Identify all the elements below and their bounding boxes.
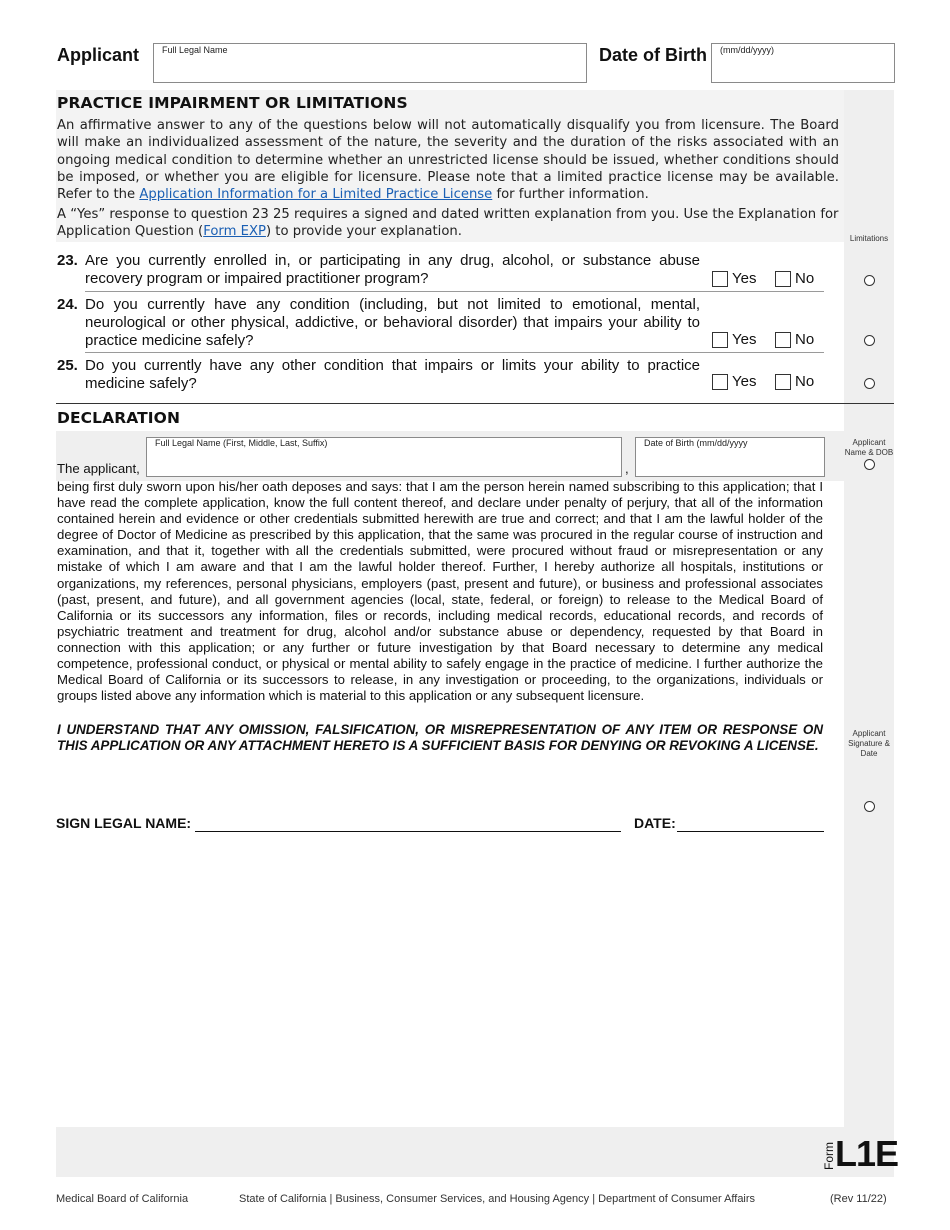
full-name-hint: Full Legal Name — [162, 45, 228, 55]
sign-legal-name-line[interactable] — [195, 830, 621, 832]
question-number: 24. — [57, 296, 78, 313]
yes-label: Yes — [732, 270, 757, 287]
q23-yes-option[interactable] — [712, 270, 756, 287]
yes-label: Yes — [732, 331, 757, 348]
checkbox-icon[interactable] — [712, 271, 728, 287]
q24-yes-option[interactable] — [712, 331, 756, 348]
question-number: 25. — [57, 357, 78, 374]
limited-practice-license-link[interactable]: Application Information for a Limited Practice License — [139, 187, 493, 203]
checkbox-icon[interactable] — [775, 332, 791, 348]
declaration-dob-field[interactable] — [635, 437, 825, 477]
question-text: Do you currently have any other condition that impairs or limits your ability to practice medicine safely? — [85, 357, 700, 392]
applicant-name-dob-circle-icon[interactable] — [864, 459, 875, 470]
sign-date-line[interactable] — [677, 830, 824, 832]
section-divider — [56, 403, 894, 404]
declaration-body: being first duly sworn upon his/her oath deposes and says: that I am the person herein named subscribing to this application; that I have read the complete application, know the full content thereof, and declare under penalty of perjury, that all of the information contained herein and evidence or other credentials submitted herewith are true and correct; and that I am the lawful holder of the degree of Doctor of Medicine as prescribed by this application, that the same was procured in the regular course of instruction and examination, and that it, together with all the credentials submitted, were procured without fraud or misrepresentation or any mistake of which I am aware and that I am the lawful holder thereof. Further, I hereby authorize all hospitals, institutions or organizations, my references, personal physicians, employers (past, present and future), or business and professional associates (past, present, and future), and all government agencies (local, state, federal, or foreign) to release to the Medical Board of California or its successors any information, files or records, including medical records, educational records, and records of psychiatric treatment and treatment for drug, alcohol and/or substance abuse or dependency, requested by that Board in connection with this application; or any further or future investigation by that Board necessary to determine any medical competence, professional conduct, or physical or mental ability to safely engage in the practice of medicine. I further authorize the Medical Board of California or its successors to release, in any investigation or proceeding, to the organizations, individuals or groups listed above any information which is material to this application or any subsequent licensure. — [57, 479, 823, 704]
section-title-declaration: DECLARATION — [57, 409, 181, 427]
q25-review-circle-icon[interactable] — [864, 378, 875, 389]
declaration-prefix: The applicant, — [57, 461, 140, 476]
dob-hint: (mm/dd/yyyy) — [720, 45, 774, 55]
applicant-dob-field[interactable] — [711, 43, 895, 83]
dob-label: Date of Birth — [599, 45, 707, 65]
section-title-impairment: PRACTICE IMPAIRMENT OR LIMITATIONS — [57, 94, 408, 112]
sidebar-applicant-name-dob-label: Applicant Name & DOB — [844, 438, 894, 457]
sidebar-limitations-label: Limitations — [849, 234, 889, 243]
checkbox-icon[interactable] — [712, 332, 728, 348]
applicant-signature-circle-icon[interactable] — [864, 801, 875, 812]
date-label: DATE: — [634, 815, 676, 831]
sign-legal-name-label: SIGN LEGAL NAME: — [56, 815, 192, 831]
applicant-label: Applicant — [57, 45, 140, 65]
review-sidebar — [844, 90, 894, 1127]
question-text: Are you currently enrolled in, or participating in any drug, alcohol, or substance abuse recovery program or impaired practitioner program? — [85, 252, 700, 287]
footer-revision: (Rev 11/22) — [830, 1193, 887, 1205]
applicant-full-name-field[interactable] — [153, 43, 587, 83]
no-label: No — [795, 331, 815, 348]
form-exp-link[interactable]: Form EXP — [203, 224, 266, 240]
footer-board-name: Medical Board of California — [56, 1193, 189, 1205]
question-number: 23. — [57, 252, 78, 269]
question-divider — [85, 352, 824, 353]
no-label: No — [795, 373, 815, 390]
yes-label: Yes — [732, 373, 757, 390]
declaration-name-hint: Full Legal Name (First, Middle, Last, Suffix) — [155, 438, 328, 448]
checkbox-icon[interactable] — [775, 271, 791, 287]
footer-agency: State of California | Business, Consumer Services, and Housing Agency | Department of Consumer Affairs — [239, 1193, 756, 1205]
section1-intro-paragraph — [57, 117, 839, 203]
sidebar-applicant-signature-date-label: Applicant Signature & Date — [848, 729, 890, 758]
intro-text-2: for further information. — [492, 187, 649, 203]
section1-explanation-paragraph — [57, 206, 839, 241]
question-divider — [85, 291, 824, 292]
no-label: No — [795, 270, 815, 287]
declaration-warning: I UNDERSTAND THAT ANY OMISSION, FALSIFICATION, OR MISREPRESENTATION OF ANY ITEM OR RESPONSE ON THIS APPLICATION OR ANY ATTACHMENT HERETO IS A SUFFICIENT BASIS FOR DENYING OR REVOKING A LICENSE. — [57, 722, 823, 754]
q24-no-option[interactable] — [775, 331, 814, 348]
question-text: Do you currently have any condition (including, but not limited to emotional, mental, neurological or other physical, addictive, or behavioral disorder) that impairs your ability to practice medicine safely? — [85, 296, 700, 349]
explanation-text-2: ) to provide your explanation. — [265, 224, 462, 240]
declaration-dob-hint: Date of Birth (mm/dd/yyyy — [644, 438, 748, 448]
q23-review-circle-icon[interactable] — [864, 275, 875, 286]
checkbox-icon[interactable] — [712, 374, 728, 390]
q25-yes-option[interactable] — [712, 373, 756, 390]
declaration-full-name-field[interactable] — [146, 437, 622, 477]
checkbox-icon[interactable] — [775, 374, 791, 390]
explanation-text-1: A “Yes” response to question 23 25 requires a signed and dated written explanation from you. Use the Explanation for Application Question ( — [57, 207, 839, 240]
q23-no-option[interactable] — [775, 270, 814, 287]
form-code: L1E — [835, 1133, 899, 1174]
form-prefix: Form — [822, 1142, 836, 1170]
q25-no-option[interactable] — [775, 373, 814, 390]
intro-text-1: An affirmative answer to any of the questions below will not automatically disqualify you from licensure. The Board will make an individualized assessment of the nature, the severity and the duration of the risks associated with an ongoing medical condition to determine whether an unrestricted license should be issued, whether conditions should be imposed, or whether you are eligible for licensure. Please note that a limited practice license may be available. Refer to the — [57, 118, 839, 203]
footer-bar — [56, 1127, 894, 1177]
declaration-comma: , — [625, 461, 629, 476]
q24-review-circle-icon[interactable] — [864, 335, 875, 346]
